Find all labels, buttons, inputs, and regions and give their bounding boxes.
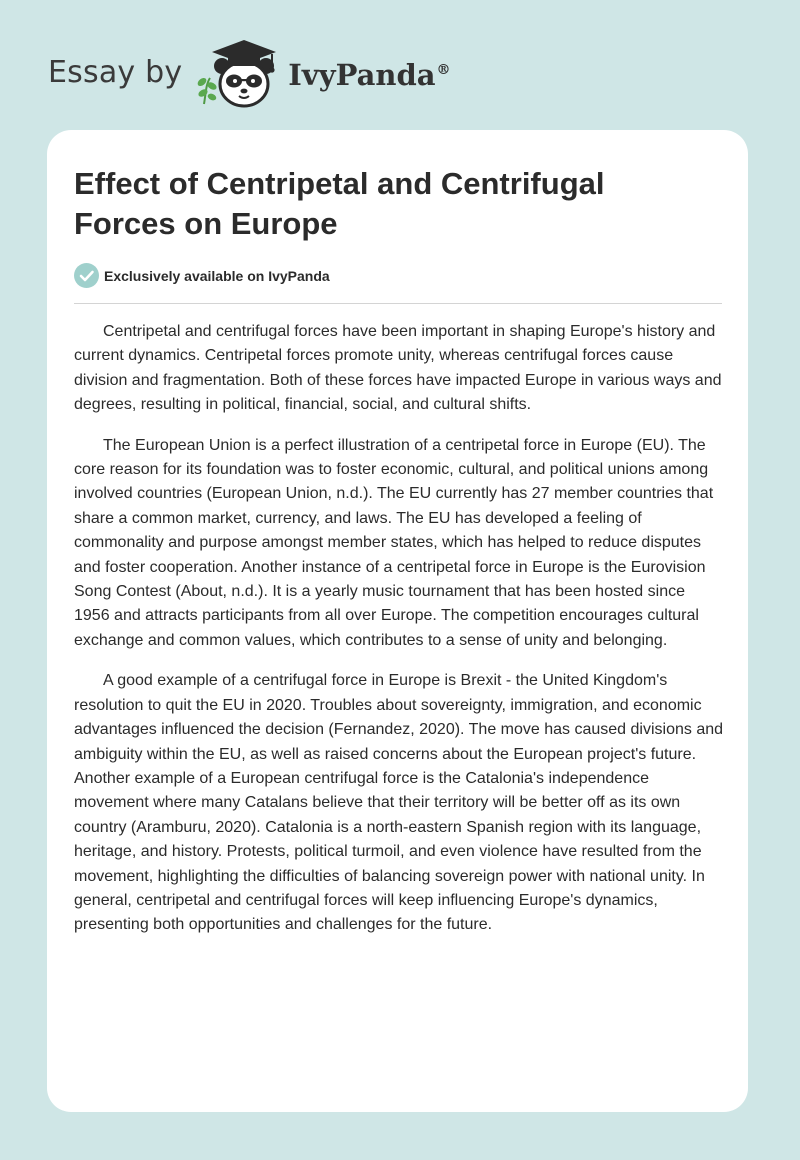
exclusive-badge (74, 263, 330, 288)
badge-label: Exclusively available on IvyPanda (104, 267, 330, 284)
paragraph: The European Union is a perfect illustration of a centripetal force in Europe (EU). The core reason for its foundation was to foster economic, cultural, and political unions among involved countries (European Union, n.d.). The EU currently has 27 member countries that share a common market, currency, and laws. The EU has developed a feeling of commonality and purpose amongst member states, which has helped to reduce disputes and foster cooperation. Another instance of a centripetal force in Europe is the Eurovision Song Contest (About, n.d.). It is a yearly music tournament that has been hosted since 1956 and attracts participants from all over Europe. The competition encourages cultural exchange and common values, which contributes to a sense of unity and belonging. (74, 436, 714, 649)
title-divider (74, 303, 722, 304)
essay-body (74, 320, 724, 954)
check-circle-icon (74, 263, 99, 288)
paragraph: A good example of a centrifugal force in Europe is Brexit - the United Kingdom's resolution to quit the EU in 2020. Troubles about sovereignty, immigration, and economic advantages influenced the decision (Fernandez, 2020). The move has caused divisions and ambiguity within the EU, as well as raised concerns about the European project's future. Another example of a European centrifugal force is the Catalonia's independence movement where many Catalans believe that their territory will be better off as its own country (Aramburu, 2020). Catalonia is a north-eastern Spanish region with its language, heritage, and history. Protests, political turmoil, and even violence have resulted from the movement, highlighting the difficulties of balancing sovereign power with national unity. In general, centripetal and centrifugal forces will keep influencing Europe's dynamics, presenting both opportunities and challenges for the future. (74, 672, 724, 934)
brand-name: IvyPanda® (288, 58, 451, 92)
essay-by-label: Essay by (48, 54, 183, 90)
page-title: Effect of Centripetal and Centrifugal Forces on Europe (74, 166, 605, 241)
site-header (48, 30, 508, 114)
paragraph: Centripetal and centrifugal forces have been important in shaping Europe's history and current dynamics. Centripetal forces promote unity, whereas centrifugal forces cause division and fragmentation. Both of these forces have impacted Europe in various ways and degrees, resulting in political, financial, social, and cultural shifts. (74, 323, 722, 414)
panda-graduate-logo-icon (192, 30, 284, 114)
essay-card (47, 130, 748, 1112)
